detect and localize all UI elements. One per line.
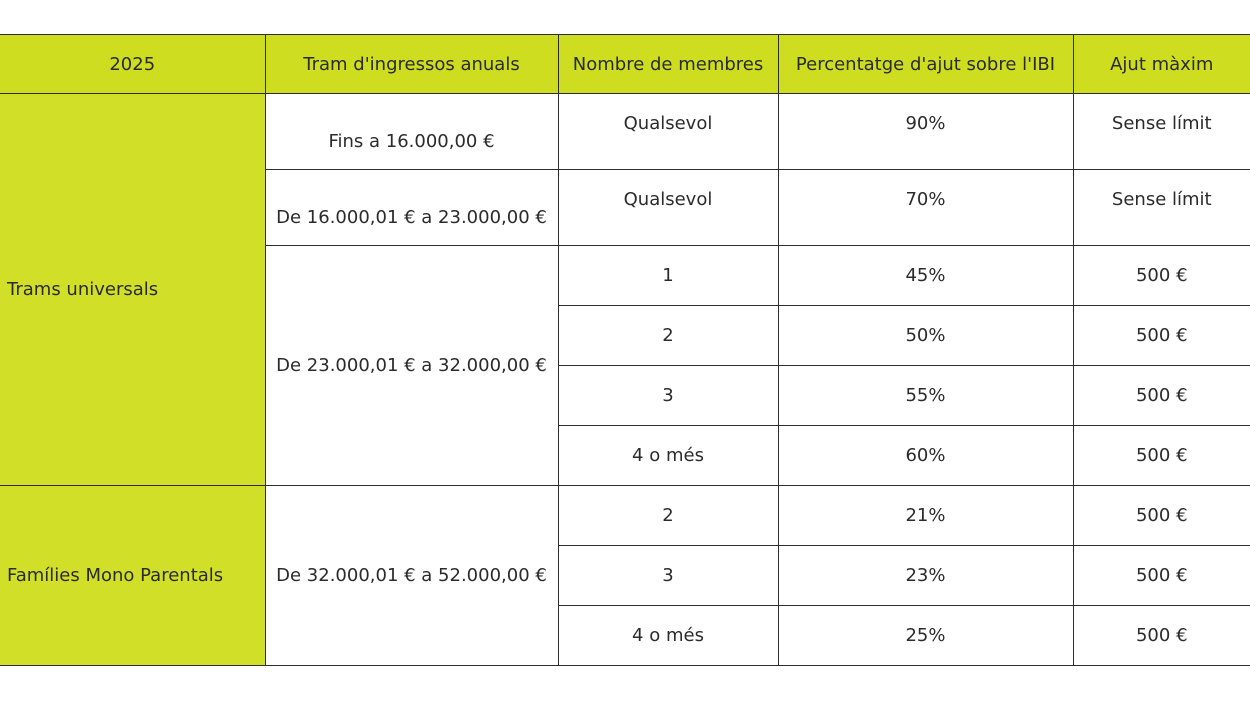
income-range-text: De 32.000,01 € a 52.000,00 € [276,565,547,586]
max-aid-cell [1073,170,1250,246]
members-cell: 2 [558,486,778,546]
percentage-text: 70% [905,189,946,210]
members-text: Qualsevol [623,113,713,134]
members-cell: 4 o més [558,426,778,486]
members-cell: 3 [558,546,778,606]
members-text: Qualsevol [623,189,713,210]
income-range-cell [265,170,558,246]
header-year: 2025 [0,35,265,94]
max-aid-cell: 500 € [1073,366,1250,426]
table-row [0,94,1250,170]
percentage-cell: 21% [778,486,1073,546]
group-label-text: Trams universals [7,279,159,300]
header-percentage: Percentatge d'ajut sobre l'IBI [778,35,1073,94]
percentage-cell [778,94,1073,170]
income-range-text: Fins a 16.000,00 € [328,131,495,152]
percentage-cell: 45% [778,246,1073,306]
percentage-cell: 25% [778,606,1073,666]
members-cell [558,170,778,246]
max-aid-text: Sense límit [1111,113,1212,134]
max-aid-cell [1073,94,1250,170]
group-label-universal [0,94,265,486]
income-range-text: De 23.000,01 € a 32.000,00 € [276,355,547,376]
percentage-text: 90% [905,113,946,134]
percentage-cell: 50% [778,306,1073,366]
members-cell: 4 o més [558,606,778,666]
group-label-single-parent [0,486,265,666]
percentage-cell: 55% [778,366,1073,426]
members-cell: 3 [558,366,778,426]
max-aid-cell: 500 € [1073,546,1250,606]
header-max-aid: Ajut màxim [1073,35,1250,94]
max-aid-cell: 500 € [1073,306,1250,366]
max-aid-cell: 500 € [1073,426,1250,486]
income-range-cell [265,94,558,170]
ibi-aid-table [0,34,1250,666]
members-cell [558,94,778,170]
max-aid-cell: 500 € [1073,246,1250,306]
header-income-range: Tram d'ingressos anuals [265,35,558,94]
income-range-cell [265,486,558,666]
percentage-cell [778,170,1073,246]
table-row [0,486,1250,546]
percentage-cell: 23% [778,546,1073,606]
header-members: Nombre de membres [558,35,778,94]
max-aid-cell: 500 € [1073,486,1250,546]
members-cell: 1 [558,246,778,306]
max-aid-cell: 500 € [1073,606,1250,666]
members-cell: 2 [558,306,778,366]
income-range-text: De 16.000,01 € a 23.000,00 € [276,207,547,228]
income-range-cell [265,246,558,486]
percentage-cell: 60% [778,426,1073,486]
max-aid-text: Sense límit [1111,189,1212,210]
header-row [0,35,1250,94]
group-label-text: Famílies Mono Parentals [7,565,224,586]
